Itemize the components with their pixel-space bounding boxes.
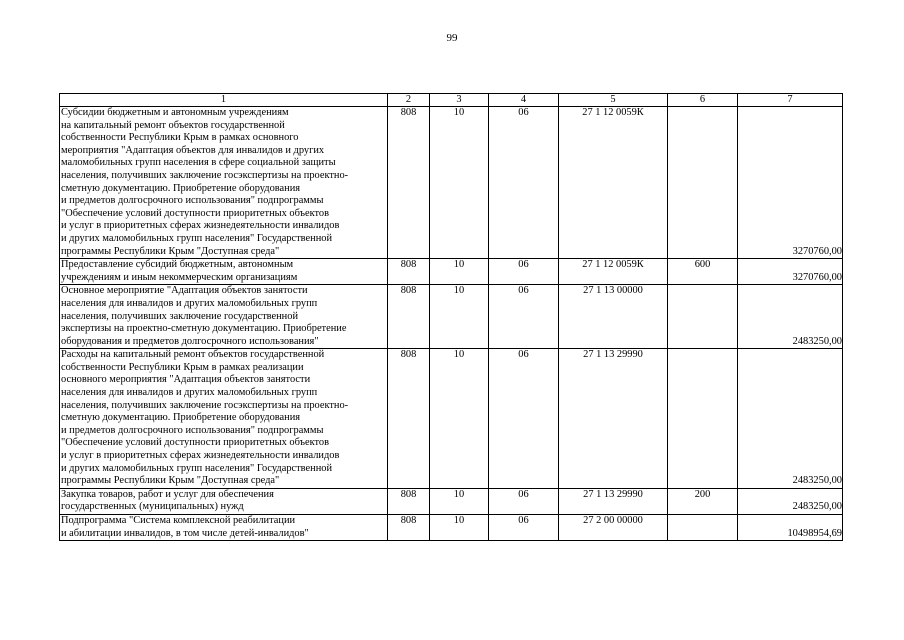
table-row [60, 285, 843, 349]
subsection-cell: 06 [489, 515, 559, 541]
row-name-cell: Расходы на капитальный ремонт объектов государственной собственности Республики Крым в рамках реализации основного мероприятия "Адаптация объектов занятости населения для инвалидов и других маломобильных групп населения, получивших заключение госэкспертизы на проектно- сметную документацию. Приобретение оборудования и предметов долгосрочного использования" подпрограммы "Обеспечение условий доступности приоритетных объектов и услуг в приоритетных сферах жизнедеятельности инвалидов и других маломобильных групп населения" Государственной программы Республики Крым "Доступная среда" [60, 349, 388, 489]
column-header: 4 [489, 94, 559, 107]
target-article-cell: 27 1 12 0059К [559, 259, 668, 285]
row-name-cell: Закупка товаров, работ и услуг для обеспечения государственных (муниципальных) нужд [60, 488, 388, 514]
section-cell: 10 [430, 515, 489, 541]
expense-type-cell: 600 [668, 259, 738, 285]
budget-table [59, 93, 843, 541]
column-header: 3 [430, 94, 489, 107]
target-article-cell: 27 1 12 0059К [559, 107, 668, 259]
subsection-cell: 06 [489, 285, 559, 349]
table-row [60, 515, 843, 541]
page-number: 99 [446, 32, 458, 44]
column-header: 6 [668, 94, 738, 107]
section-cell: 10 [430, 349, 489, 489]
table-row [60, 488, 843, 514]
amount-cell: 3270760,00 [738, 259, 843, 285]
section-cell: 10 [430, 285, 489, 349]
table-row [60, 107, 843, 259]
section-cell: 10 [430, 259, 489, 285]
target-article-cell: 27 1 13 29990 [559, 349, 668, 489]
ministry-cell: 808 [388, 515, 430, 541]
amount-cell: 2483250,00 [738, 488, 843, 514]
row-name-cell: Основное мероприятие "Адаптация объектов занятости населения для инвалидов и других маломобильных групп населения, получивших заключение государственной экспертизы на проектно-сметную документацию. Приобретение оборудования и предметов долгосрочного использования" [60, 285, 388, 349]
row-name-cell: Субсидии бюджетным и автономным учреждениям на капитальный ремонт объектов государственной собственности Республики Крым в рамках основного мероприятия "Адаптация объектов для инвалидов и других маломобильных групп населения в сфере социальной защиты населения, получивших заключение госэкспертизы на проектно- сметную документацию. Приобретение оборудования и предметов долгосрочного использования" подпрограммы "Обеспечение условий доступности приоритетных объектов и услуг в приоритетных сферах жизнедеятельности инвалидов и других маломобильных групп населения" Государственной программы Республики Крым "Доступная среда" [60, 107, 388, 259]
expense-type-cell [668, 107, 738, 259]
subsection-cell: 06 [489, 259, 559, 285]
amount-cell: 2483250,00 [738, 349, 843, 489]
row-name-cell: Предоставление субсидий бюджетным, автономным учреждениям и иным некоммерческим организациям [60, 259, 388, 285]
subsection-cell: 06 [489, 349, 559, 489]
amount-cell: 3270760,00 [738, 107, 843, 259]
amount-cell: 2483250,00 [738, 285, 843, 349]
expense-type-cell: 200 [668, 488, 738, 514]
ministry-cell: 808 [388, 107, 430, 259]
expense-type-cell [668, 349, 738, 489]
expense-type-cell [668, 285, 738, 349]
section-cell: 10 [430, 107, 489, 259]
amount-cell: 10498954,69 [738, 515, 843, 541]
ministry-cell: 808 [388, 285, 430, 349]
table-row [60, 259, 843, 285]
table-row [60, 349, 843, 489]
subsection-cell: 06 [489, 488, 559, 514]
ministry-cell: 808 [388, 259, 430, 285]
target-article-cell: 27 2 00 00000 [559, 515, 668, 541]
ministry-cell: 808 [388, 349, 430, 489]
target-article-cell: 27 1 13 29990 [559, 488, 668, 514]
column-header: 5 [559, 94, 668, 107]
subsection-cell: 06 [489, 107, 559, 259]
expense-type-cell [668, 515, 738, 541]
column-header: 2 [388, 94, 430, 107]
table-header-row [60, 94, 843, 107]
target-article-cell: 27 1 13 00000 [559, 285, 668, 349]
row-name-cell: Подпрограмма "Система комплексной реабилитации и абилитации инвалидов, в том числе детей-инвалидов" [60, 515, 388, 541]
column-header: 1 [60, 94, 388, 107]
section-cell: 10 [430, 488, 489, 514]
ministry-cell: 808 [388, 488, 430, 514]
column-header: 7 [738, 94, 843, 107]
